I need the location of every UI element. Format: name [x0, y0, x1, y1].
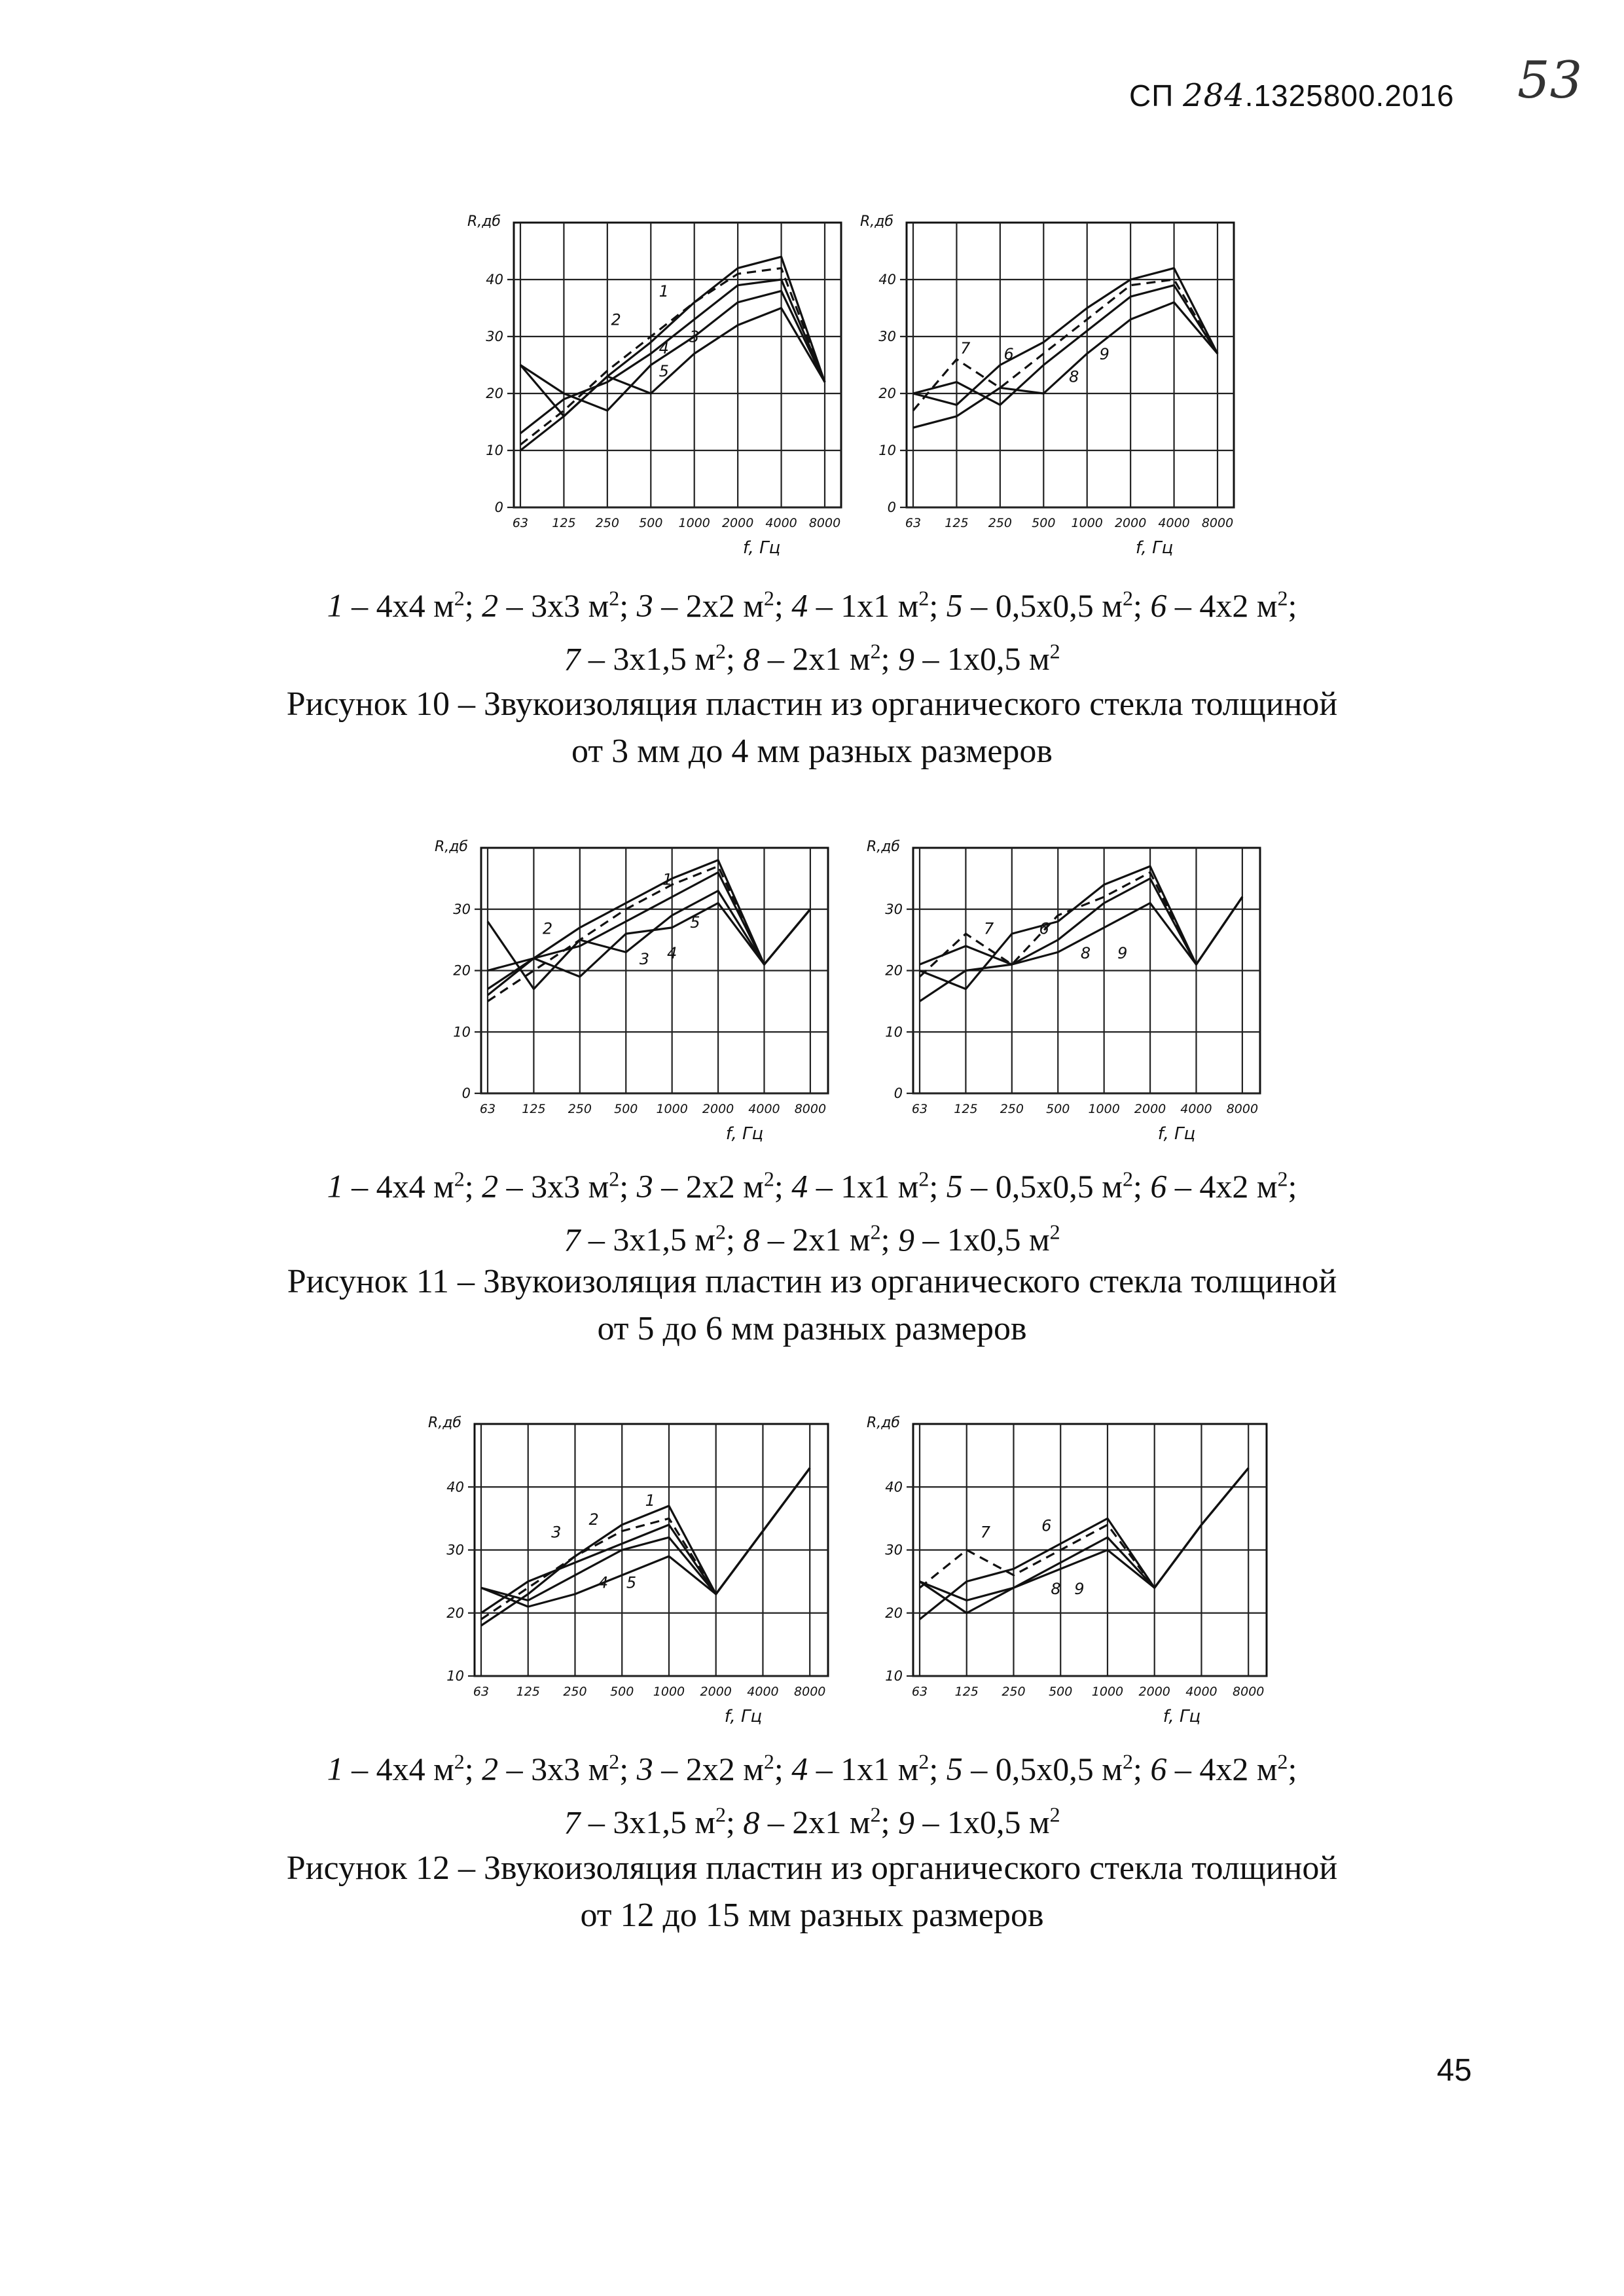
legend-number: 3	[636, 587, 653, 624]
x-tick-label: 1000	[656, 1102, 688, 1116]
y-axis-label: R,дб	[866, 1415, 900, 1431]
x-tick-label: 1000	[653, 1685, 685, 1699]
x-tick-label: 63	[473, 1685, 490, 1699]
legend-number: 9	[897, 640, 914, 678]
legend-text: – 4x2 $м^2$;	[1166, 1749, 1297, 1787]
curve-label: 6	[1003, 344, 1014, 363]
y-axis-label: R,дб	[427, 1415, 461, 1431]
chart-fig11-right	[857, 822, 1283, 1156]
x-tick-label: 1000	[678, 516, 710, 530]
y-tick-label: 0	[461, 1085, 471, 1101]
caption-line-1: Рисунок 10 – Звукоизоляция пластин из органического стекла толщиной	[286, 685, 1338, 723]
legend-number: 1	[327, 1750, 344, 1787]
x-axis-label: f, Гц	[1157, 1124, 1196, 1144]
chart-fig12-right	[857, 1398, 1290, 1738]
x-axis-label: f, Гц	[1135, 538, 1174, 558]
handwritten-number: 284	[1183, 77, 1245, 114]
y-tick-label: 30	[446, 1542, 464, 1558]
series-line-3	[520, 280, 825, 433]
y-tick-label: 30	[878, 329, 896, 344]
y-tick-label: 20	[486, 386, 503, 401]
curve-label: 5	[626, 1573, 637, 1592]
chart-fig12-left	[419, 1398, 851, 1738]
x-axis-label: f, Гц	[742, 538, 781, 558]
y-tick-label: 20	[878, 386, 896, 401]
legend-fig11	[0, 1156, 1624, 1262]
curve-label: 3	[551, 1523, 562, 1542]
y-tick-label: 10	[878, 443, 896, 458]
legend-text: – 1x0,5 $м^2$	[914, 1802, 1060, 1841]
legend-text: – 2x1 $м^2$;	[759, 1220, 898, 1258]
legend-number: 6	[1150, 1750, 1167, 1787]
legend-line-2	[0, 629, 1624, 682]
series-line-7	[913, 280, 1218, 410]
legend-number: 3	[636, 1750, 653, 1787]
series-line-5	[520, 308, 825, 416]
x-tick-label: 2000	[1138, 1685, 1170, 1699]
legend-line-1	[0, 1738, 1624, 1792]
x-tick-label: 125	[945, 516, 969, 530]
legend-number: 1	[327, 587, 344, 624]
y-tick-label: 0	[494, 500, 503, 515]
curve-label: 9	[1074, 1579, 1085, 1598]
curve-label: 1	[659, 282, 669, 301]
y-tick-label: 10	[885, 1668, 903, 1684]
legend-text: – 0,5x0,5 $м^2$;	[962, 1749, 1151, 1787]
curve-label: 2	[611, 310, 621, 329]
curve-label: 8	[1069, 367, 1079, 386]
legend-text: – 1x0,5 $м^2$	[914, 639, 1060, 678]
x-tick-label: 63	[911, 1685, 928, 1699]
x-tick-label: 8000	[1233, 1685, 1265, 1699]
x-tick-label: 4000	[747, 1685, 779, 1699]
caption-line-1: Рисунок 12 – Звукоизоляция пластин из органического стекла толщиной	[286, 1850, 1338, 1887]
document-code-prefix: СП	[1129, 79, 1183, 113]
x-tick-label: 1000	[1071, 516, 1103, 530]
curve-label: 7	[983, 919, 994, 938]
chart-fig11-left	[425, 822, 851, 1156]
chart-fig10-left	[458, 196, 864, 570]
legend-text: – 4x2 $м^2$;	[1166, 586, 1297, 624]
legend-text: – 2x2 $м^2$;	[653, 1749, 792, 1787]
curve-label: 1	[662, 870, 673, 889]
legend-text: – 4x4 $м^2$;	[343, 1167, 482, 1205]
legend-line-2	[0, 1792, 1624, 1846]
x-tick-label: 8000	[1201, 516, 1234, 530]
x-tick-label: 1000	[1091, 1685, 1124, 1699]
x-tick-label: 2000	[702, 1102, 734, 1116]
x-tick-label: 2000	[721, 516, 754, 530]
y-axis-label: R,дб	[859, 213, 893, 230]
y-tick-label: 10	[446, 1668, 464, 1684]
legend-text: – 2x2 $м^2$;	[653, 586, 792, 624]
x-tick-label: 250	[568, 1102, 592, 1116]
x-tick-label: 4000	[765, 516, 797, 530]
curve-label: 2	[588, 1510, 599, 1529]
legend-text: – 1x1 $м^2$;	[808, 1167, 947, 1205]
legend-text: – 2x2 $м^2$;	[653, 1167, 792, 1205]
curve-label: 5	[690, 913, 700, 932]
legend-text: – 3x1,5 $м^2$;	[580, 1802, 744, 1841]
legend-number: 5	[946, 1167, 963, 1205]
caption-line-1: Рисунок 11 – Звукоизоляция пластин из органического стекла толщиной	[287, 1263, 1337, 1300]
y-tick-label: 30	[486, 329, 503, 344]
x-tick-label: 8000	[1226, 1102, 1259, 1116]
y-tick-label: 30	[453, 901, 471, 917]
x-tick-label: 250	[563, 1685, 587, 1699]
y-tick-label: 30	[885, 901, 903, 917]
y-tick-label: 10	[885, 1024, 903, 1040]
legend-number: 8	[743, 1221, 760, 1258]
y-axis-label: R,дб	[434, 839, 468, 855]
legend-number: 6	[1150, 1167, 1167, 1205]
legend-fig10	[0, 575, 1624, 682]
x-tick-label: 500	[614, 1102, 638, 1116]
x-tick-label: 63	[479, 1102, 496, 1116]
legend-line-2	[0, 1209, 1624, 1263]
x-tick-label: 8000	[794, 1102, 827, 1116]
curve-label: 9	[1117, 943, 1128, 962]
document-code	[1129, 77, 1454, 114]
x-tick-label: 125	[552, 516, 576, 530]
x-tick-label: 500	[1049, 1685, 1073, 1699]
series-line-1	[488, 860, 810, 995]
x-tick-label: 4000	[1185, 1685, 1218, 1699]
y-tick-label: 40	[446, 1479, 464, 1495]
caption-fig11	[0, 1258, 1624, 1353]
x-tick-label: 125	[522, 1102, 546, 1116]
x-tick-label: 250	[1000, 1102, 1024, 1116]
x-tick-label: 4000	[1158, 516, 1190, 530]
x-tick-label: 125	[954, 1685, 979, 1699]
y-axis-label: R,дб	[467, 213, 501, 230]
y-tick-label: 10	[453, 1024, 471, 1040]
caption-line-2: от 3 мм до 4 мм разных размеров	[571, 733, 1053, 770]
caption-fig10	[0, 681, 1624, 775]
curve-label: 1	[645, 1491, 655, 1510]
page-number: 45	[1437, 2053, 1472, 2088]
x-tick-label: 2000	[1114, 516, 1147, 530]
legend-text: – 1x1 $м^2$;	[808, 586, 947, 624]
series-line-4	[488, 891, 810, 989]
x-tick-label: 63	[512, 516, 529, 530]
legend-text: – 4x4 $м^2$;	[343, 586, 482, 624]
curve-label: 4	[667, 943, 677, 962]
curve-label: 6	[1041, 1516, 1052, 1535]
caption-line-2: от 5 до 6 мм разных размеров	[597, 1310, 1027, 1347]
y-tick-label: 40	[885, 1479, 903, 1495]
x-axis-label: f, Гц	[724, 1707, 763, 1726]
legend-text: – 3x3 $м^2$;	[498, 1167, 637, 1205]
handwritten-sheet-number: 53	[1517, 51, 1583, 110]
curve-label: 8	[1080, 943, 1091, 962]
x-tick-label: 500	[1032, 516, 1056, 530]
legend-text: – 1x0,5 $м^2$	[914, 1220, 1060, 1258]
x-tick-label: 500	[610, 1685, 634, 1699]
legend-text: – 3x3 $м^2$;	[498, 1749, 637, 1787]
legend-number: 4	[791, 587, 808, 624]
curve-label: 2	[542, 919, 553, 938]
curve-label: 3	[689, 327, 700, 346]
curve-label: 9	[1099, 344, 1110, 363]
x-tick-label: 4000	[748, 1102, 780, 1116]
x-tick-label: 2000	[1134, 1102, 1166, 1116]
legend-number: 5	[946, 1750, 963, 1787]
legend-number: 9	[897, 1804, 914, 1841]
x-tick-label: 250	[595, 516, 619, 530]
caption-fig12	[0, 1845, 1624, 1939]
legend-number: 2	[482, 587, 499, 624]
y-tick-label: 40	[486, 272, 503, 287]
legend-text: – 4x2 $м^2$;	[1166, 1167, 1297, 1205]
curve-label: 3	[639, 950, 650, 969]
y-tick-label: 10	[486, 443, 503, 458]
y-tick-label: 20	[453, 962, 471, 979]
x-tick-label: 4000	[1180, 1102, 1212, 1116]
plot-frame	[907, 223, 1234, 507]
y-tick-label: 20	[885, 1605, 903, 1621]
curve-label: 5	[659, 361, 669, 380]
curve-label: 7	[980, 1523, 991, 1542]
x-axis-label: f, Гц	[1163, 1707, 1201, 1726]
x-tick-label: 250	[988, 516, 1012, 530]
y-tick-label: 30	[885, 1542, 903, 1558]
legend-fig12	[0, 1738, 1624, 1845]
y-tick-label: 20	[885, 962, 903, 979]
document-code-number: .1325800.2016	[1244, 79, 1454, 113]
series-line-2	[520, 268, 825, 445]
legend-number: 4	[791, 1167, 808, 1205]
x-tick-label: 63	[911, 1102, 928, 1116]
x-tick-label: 2000	[700, 1685, 732, 1699]
legend-line-1	[0, 575, 1624, 629]
legend-number: 4	[791, 1750, 808, 1787]
legend-text: – 3x1,5 $м^2$;	[580, 639, 744, 678]
legend-number: 1	[327, 1167, 344, 1205]
x-tick-label: 125	[954, 1102, 978, 1116]
legend-number: 8	[743, 640, 760, 678]
x-tick-label: 63	[905, 516, 922, 530]
legend-number: 3	[636, 1167, 653, 1205]
x-tick-label: 8000	[794, 1685, 826, 1699]
legend-number: 7	[564, 640, 581, 678]
x-tick-label: 500	[639, 516, 663, 530]
x-tick-label: 125	[516, 1685, 540, 1699]
y-tick-label: 0	[887, 500, 896, 515]
x-axis-label: f, Гц	[725, 1124, 764, 1144]
legend-text: – 3x1,5 $м^2$;	[580, 1220, 744, 1258]
legend-text: – 3x3 $м^2$;	[498, 586, 637, 624]
legend-text: – 2x1 $м^2$;	[759, 1802, 898, 1841]
x-tick-label: 250	[1001, 1685, 1026, 1699]
x-tick-label: 500	[1046, 1102, 1070, 1116]
curve-label: 7	[960, 339, 971, 358]
legend-number: 7	[564, 1221, 581, 1258]
legend-text: – 1x1 $м^2$;	[808, 1749, 947, 1787]
legend-line-1	[0, 1156, 1624, 1209]
plot-frame	[514, 223, 841, 507]
series-line-5	[481, 1468, 810, 1607]
legend-text: – 2x1 $м^2$;	[759, 639, 898, 678]
legend-number: 2	[482, 1167, 499, 1205]
legend-number: 8	[743, 1804, 760, 1841]
y-tick-label: 0	[893, 1085, 903, 1101]
y-tick-label: 40	[878, 272, 896, 287]
curve-label: 4	[659, 339, 669, 358]
series-line-1	[520, 257, 825, 450]
curve-label: 4	[598, 1573, 609, 1592]
legend-text: – 0,5x0,5 $м^2$;	[962, 586, 1151, 624]
chart-fig10-right	[851, 196, 1257, 570]
curve-label: 6	[1039, 919, 1049, 938]
legend-text: – 0,5x0,5 $м^2$;	[962, 1167, 1151, 1205]
legend-number: 7	[564, 1804, 581, 1841]
legend-number: 9	[897, 1221, 914, 1258]
y-axis-label: R,дб	[866, 839, 900, 855]
x-tick-label: 1000	[1088, 1102, 1120, 1116]
series-line-9	[913, 302, 1218, 428]
curve-label: 8	[1051, 1579, 1061, 1598]
legend-number: 6	[1150, 587, 1167, 624]
x-tick-label: 8000	[808, 516, 841, 530]
legend-number: 5	[946, 587, 963, 624]
y-tick-label: 20	[446, 1605, 464, 1621]
caption-line-2: от 12 до 15 мм разных размеров	[580, 1897, 1044, 1934]
legend-text: – 4x4 $м^2$;	[343, 1749, 482, 1787]
legend-number: 2	[482, 1750, 499, 1787]
